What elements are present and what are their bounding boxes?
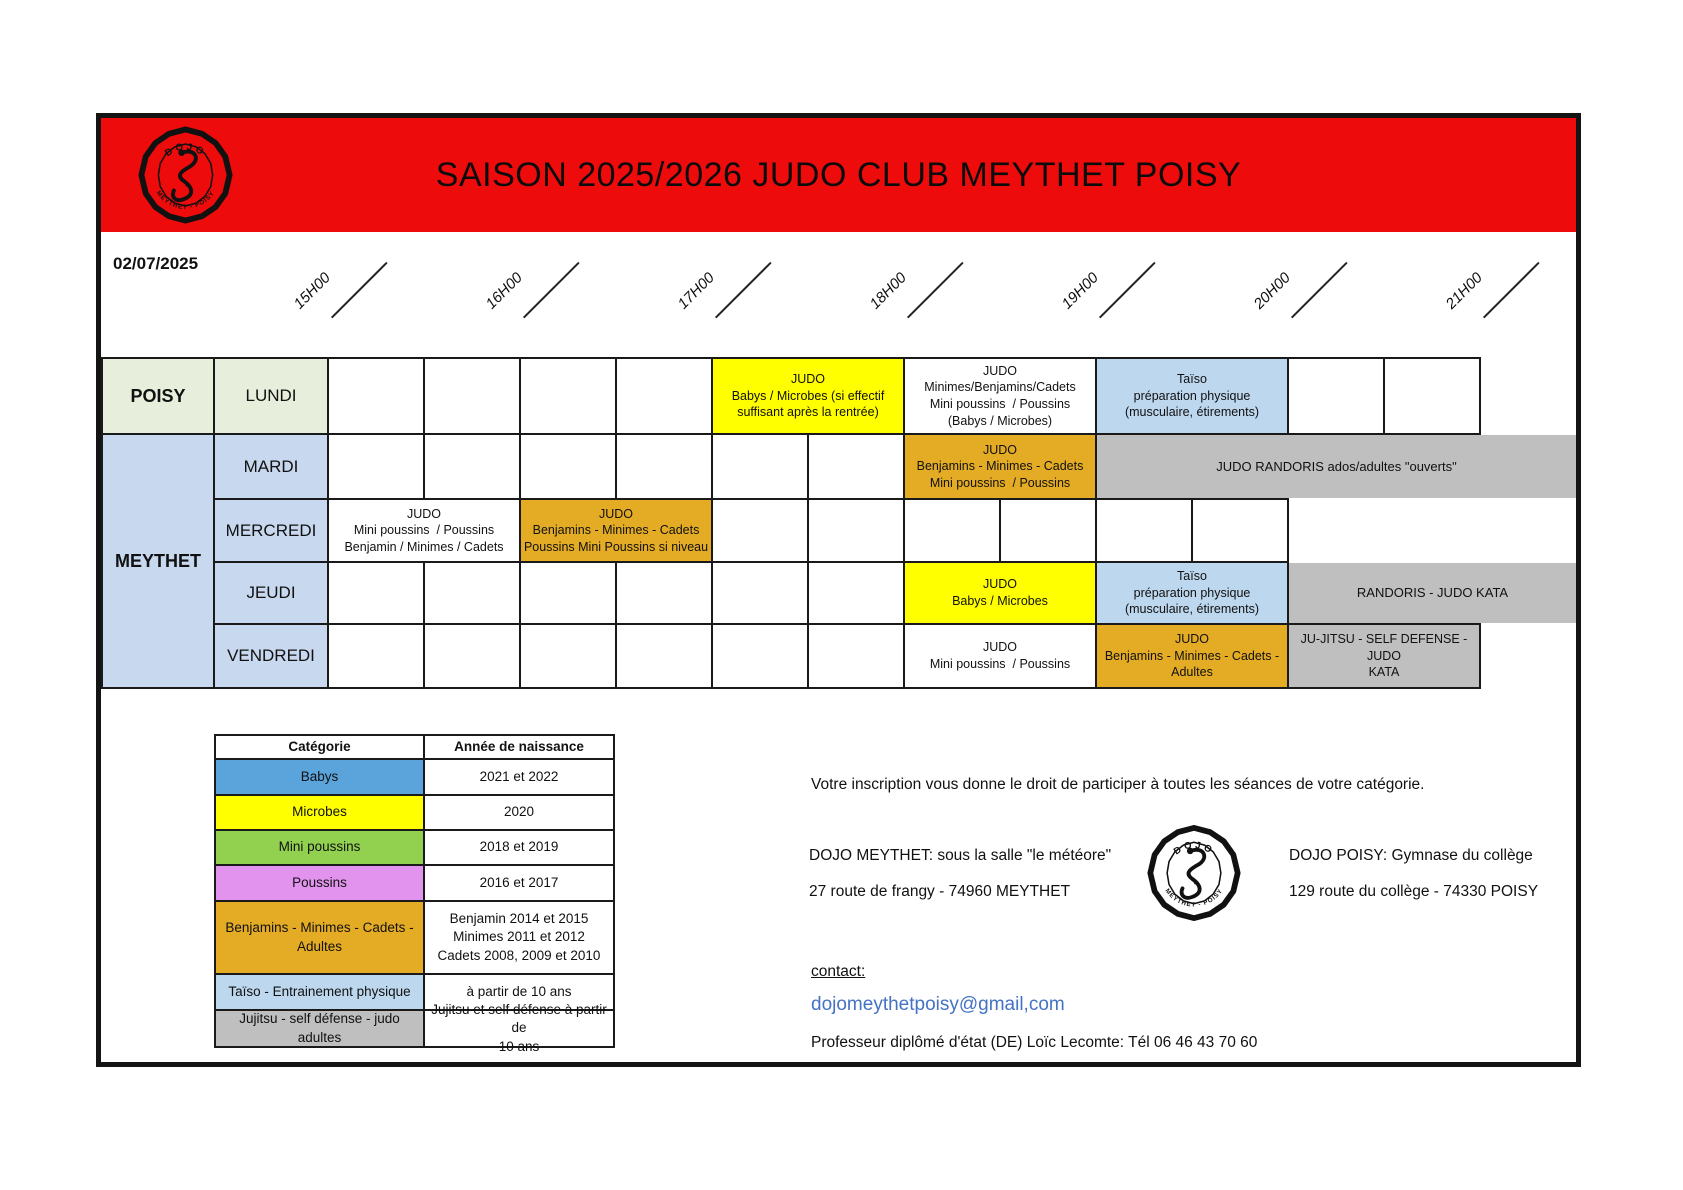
legend-years-cell [423,864,615,902]
time-label-21h00: 21H00 [1442,269,1486,313]
cell-line: 2021 et 2022 [479,768,559,784]
time-axis-diagonal-line [715,262,772,319]
time-axis-diagonal-line [523,262,580,319]
cell-line: 2020 [503,804,535,820]
legend-years-cell [423,758,615,796]
cell-empty [519,623,617,689]
cell-line: Jujitsu et self défense à partir de [431,1002,611,1036]
cell-line: 2016 et 2017 [479,874,559,890]
cell-line: JUDO [982,577,1018,592]
time-label-15h00: 15H00 [290,269,334,313]
cell-line: JU-JITSU - SELF DEFENSE - JUDO [1300,632,1471,663]
location-poisy: POISY [101,357,215,435]
cell-line: préparation physique [1133,388,1251,403]
legend-header-category: Catégorie [214,734,425,760]
cell-line: Microbes [292,804,347,820]
cell-empty [807,498,905,563]
cell-line: Minimes/Benjamins/Cadets [924,380,1076,395]
cell-empty [1383,357,1481,435]
cell-mercredi-judo-benjamins-minimes-cadets [519,498,713,563]
title-banner [101,118,1576,232]
cell-lundi-taiso [1095,357,1289,435]
cell-line: Benjamin / Minimes / Cadets [344,539,504,554]
cell-line: suffisant après la rentrée) [737,405,879,420]
cell-empty [423,357,521,435]
cell-empty [327,561,425,625]
cell-empty [807,561,905,625]
cell-empty [999,498,1097,563]
day-lundi: LUNDI [213,357,329,435]
cell-line: Mini poussins / Poussins [929,397,1071,411]
time-label-16h00: 16H00 [482,269,526,313]
cell-empty [903,498,1001,563]
cell-line: Cadets 2008, 2009 et 2010 [437,947,601,963]
dojo-poisy-address: 129 route du collège - 74330 POISY [1289,883,1539,900]
cell-jeudi-taiso [1095,561,1289,625]
time-axis-diagonal-line [331,262,388,319]
cell-empty [615,623,713,689]
cell-line: (Babys / Microbes) [947,413,1053,428]
date-label: 02/07/2025 [113,254,199,273]
cell-line: JUDO [1174,632,1210,647]
legend-category-cell [214,1009,425,1048]
contact-label: contact: [811,963,866,980]
cell-empty [711,561,809,625]
cell-line: JUDO [982,442,1018,457]
time-axis-diagonal-line [907,262,964,319]
legend-header-years: Année de naissance [423,734,615,760]
schedule-page [96,113,1581,1067]
cell-line: à partir de 10 ans [466,983,572,999]
cell-empty [711,623,809,689]
cell-line: Mini poussins / Poussins [929,657,1071,671]
cell-line: RANDORIS - JUDO KATA [1356,585,1509,601]
time-label-19h00: 19H00 [1058,269,1102,313]
cell-line: Benjamins - Minimes - Cadets - [1104,648,1280,663]
legend-years-cell [423,794,615,831]
cell-lundi-judo-babys-microbes [711,357,905,435]
cell-line: JUDO [982,640,1018,655]
cell-line: Jujitsu - self défense - judo adultes [239,1011,404,1045]
cell-mardi-judo-benjamins-minimes-cadets [903,433,1097,500]
cell-line: Poussins [292,874,347,890]
cell-line: préparation physique [1133,585,1251,600]
cell-line: Babys [300,768,339,784]
legend-years-cell [423,900,615,975]
cell-vendredi-judo-benjamins-adultes [1095,623,1289,689]
cell-line: Benjamin 2014 et 2015 [449,911,589,927]
cell-line: JUDO [406,506,442,521]
cell-line: 2018 et 2019 [479,839,559,855]
cell-line: Taïso [1177,372,1207,387]
legend-category-cell [214,758,425,796]
cell-empty [615,433,713,500]
time-axis-diagonal-line [1483,262,1540,319]
cell-empty [327,357,425,435]
cell-line: KATA [1368,665,1400,680]
cell-line: Adultes [296,938,343,954]
club-badge-icon [1146,823,1242,923]
cell-empty [423,561,521,625]
cell-line: Poussins Mini Poussins si niveau [523,539,709,554]
cell-line: Benjamins - Minimes - Cadets - [225,920,414,936]
cell-line: Mini poussins / Poussins [353,523,495,538]
cell-empty [519,357,617,435]
cell-line: Adultes [1171,665,1213,680]
cell-empty [1191,498,1289,563]
cell-empty [519,433,617,500]
cell-line: Taïso [1177,569,1207,584]
cell-line: JUDO [790,372,826,387]
cell-line: Babys / Microbes (si effectif [731,388,885,403]
day-mardi: MARDI [213,433,329,500]
legend-years-cell [423,1002,615,1054]
cell-line: JUDO [982,363,1018,378]
day-vendredi: VENDREDI [213,623,329,689]
cell-empty [1095,498,1193,563]
legend-category-cell [214,900,425,975]
cell-vendredi-judo-mini-poussins [903,623,1097,689]
cell-line: (musculaire, étirements) [1124,405,1260,420]
time-axis-diagonal-line [1099,262,1156,319]
cell-line: Minimes 2011 et 2012 [453,929,585,945]
cell-lundi-judo-minimes-benjamins-cadets [903,357,1097,435]
cell-line: 10 ans [498,1038,540,1054]
cell-line: Benjamins - Minimes - Cadets [916,459,1084,474]
cell-line: JUDO RANDORIS ados/adultes "ouverts" [1216,458,1457,474]
cell-mercredi-judo-mini-poussins [327,498,521,563]
page-title: SAISON 2025/2026 JUDO CLUB MEYTHET POISY [435,156,1242,194]
cell-empty [327,433,425,500]
dojo-meythet-address: 27 route de frangy - 74960 MEYTHET [809,883,1071,900]
dojo-meythet-title: DOJO MEYTHET: sous la salle "le météore" [809,847,1112,864]
legend-category-cell [214,864,425,902]
cell-empty [711,433,809,500]
cell-empty [807,433,905,500]
cell-line: Babys / Microbes [952,594,1048,608]
cell-line: Mini poussins [278,839,361,855]
legend-category-cell [214,973,425,1011]
cell-line: (musculaire, étirements) [1124,602,1260,617]
cell-empty [423,623,521,689]
time-label-18h00: 18H00 [866,269,910,313]
cell-line: Taïso - Entrainement physique [228,983,411,999]
legend-category-cell [214,794,425,831]
cell-mardi-judo-randoris [1097,435,1576,498]
cell-line: Benjamins - Minimes - Cadets [532,523,700,538]
legend-years-cell [423,829,615,866]
dojo-poisy-title: DOJO POISY: Gymnase du collège [1289,847,1533,864]
cell-line: Mini poussins / Poussins [929,475,1071,490]
time-axis-diagonal-line [1291,262,1348,319]
cell-vendredi-jujitsu-self-defense [1287,623,1481,689]
cell-jeudi-judo-babys-microbes [903,561,1097,625]
cell-empty [615,561,713,625]
cell-empty [711,498,809,563]
cell-empty [615,357,713,435]
contact-email: dojomeythetpoisy@gmail,com [811,994,1065,1015]
cell-jeudi-randoris-judo-kata [1289,563,1576,623]
cell-empty [1287,357,1385,435]
cell-line: JUDO [598,506,634,521]
cell-empty [807,623,905,689]
legend-category-cell [214,829,425,866]
time-label-20h00: 20H00 [1250,269,1294,313]
cell-empty [423,433,521,500]
day-jeudi: JEUDI [213,561,329,625]
location-meythet: MEYTHET [101,433,215,689]
professor-line: Professeur diplômé d'état (DE) Loïc Lecomte: Tél 06 46 43 70 60 [811,1034,1258,1051]
time-label-17h00: 17H00 [674,269,718,313]
registration-note: Votre inscription vous donne le droit de participer à toutes les séances de votre catégorie. [811,776,1425,793]
cell-empty [327,623,425,689]
cell-empty [519,561,617,625]
day-mercredi: MERCREDI [213,498,329,563]
